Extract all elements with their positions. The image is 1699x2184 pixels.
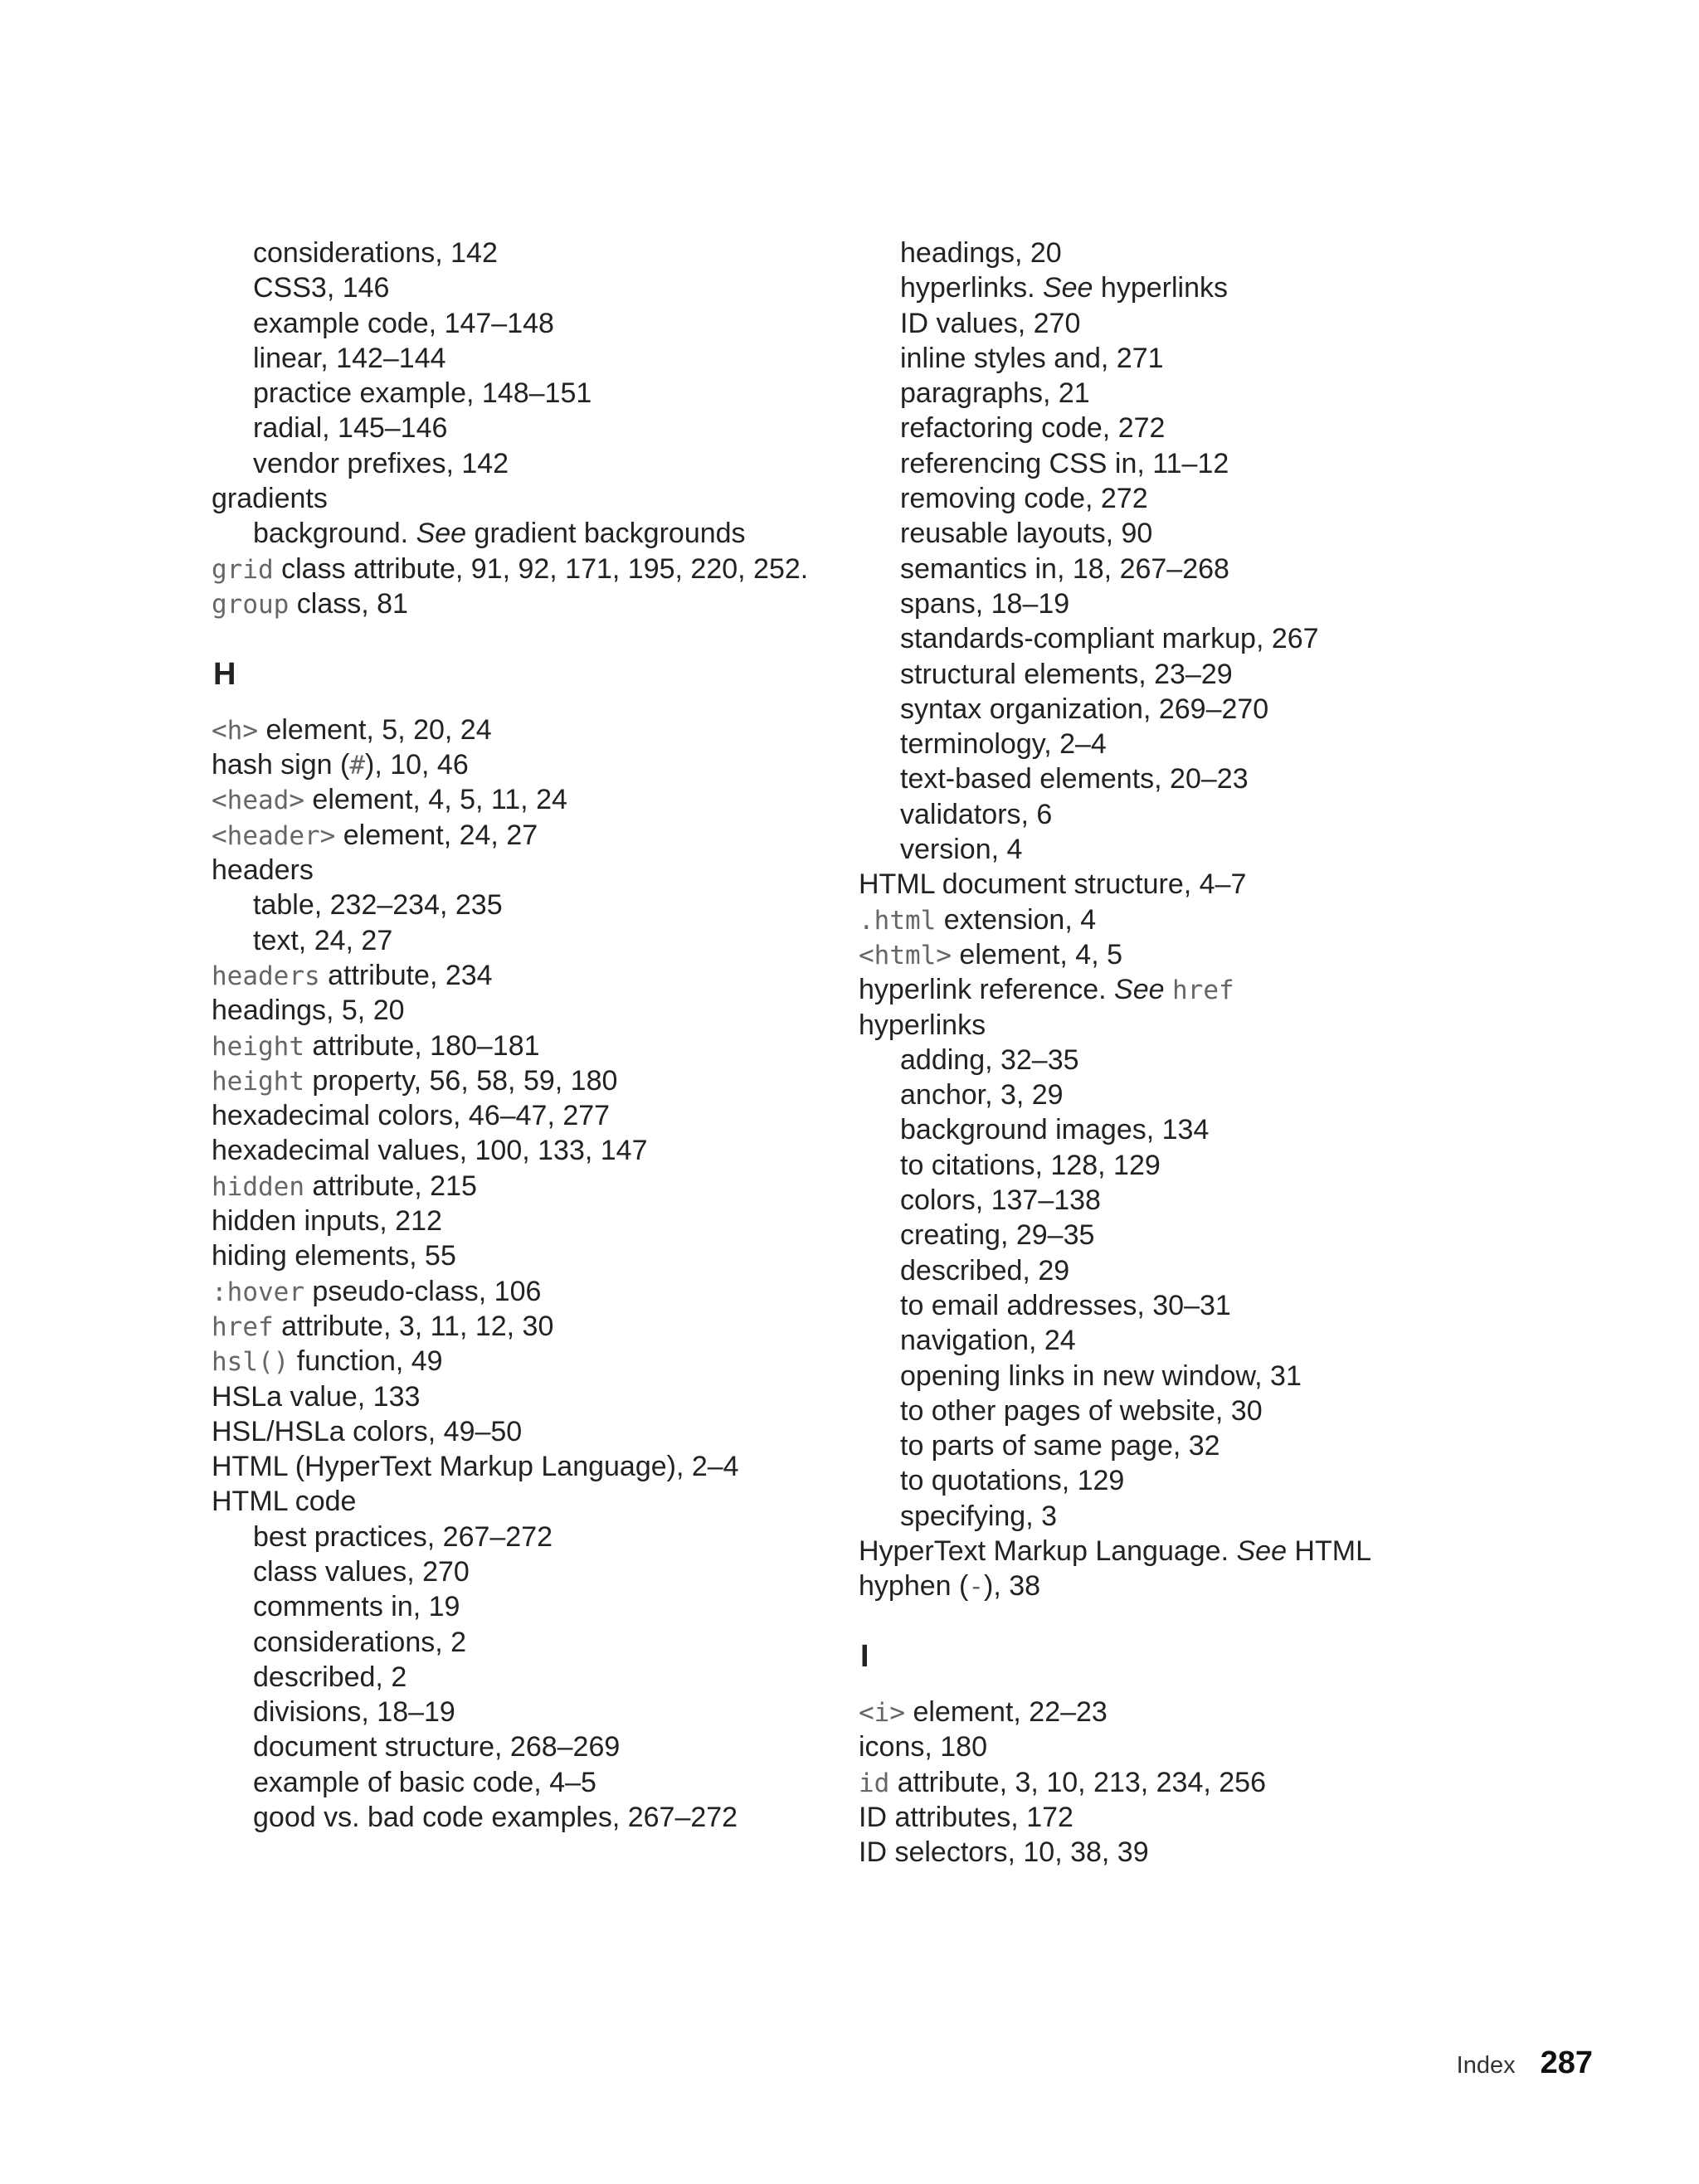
entry-text: ID values, 270	[900, 307, 1081, 339]
index-column-right	[859, 236, 1522, 1870]
entry-text: vendor prefixes, 142	[253, 447, 509, 479]
entry-text: HSL/HSLa colors, 49–50	[212, 1415, 523, 1447]
entry-text: linear, 142–144	[253, 342, 446, 374]
section-letter-heading: H	[213, 656, 236, 692]
code-term: .html	[859, 905, 937, 936]
entry-text: reusable layouts, 90	[900, 518, 1153, 550]
entry-text: property, 56, 58, 59, 180	[304, 1064, 618, 1097]
entry-text: hash sign (	[212, 749, 350, 781]
entry-text: hyperlinks	[1093, 272, 1228, 304]
code-term: href	[212, 1311, 274, 1342]
entry-text: described, 29	[900, 1254, 1070, 1287]
code-term: headers	[212, 961, 320, 991]
entry-text: creating, 29–35	[900, 1219, 1095, 1252]
entry-text: hiding elements, 55	[212, 1240, 456, 1272]
entry-text: to citations, 128, 129	[900, 1149, 1161, 1181]
entry-text: to parts of same page, 32	[900, 1430, 1220, 1462]
index-subentry	[859, 270, 1522, 305]
index-entry	[212, 1204, 842, 1238]
entry-text: attribute, 180–181	[304, 1029, 540, 1062]
entry-text: ID selectors, 10, 38, 39	[859, 1836, 1149, 1869]
index-subentry	[859, 411, 1522, 445]
index-entry	[212, 1449, 842, 1484]
entry-text: HTML document structure, 4–7	[859, 868, 1247, 901]
entry-text: class, 81	[289, 587, 408, 620]
index-subentry	[859, 446, 1522, 481]
index-entry	[859, 1835, 1522, 1870]
entry-text: comments in, 19	[253, 1591, 460, 1623]
entry-text: hyperlink reference.	[859, 974, 1115, 1006]
code-term: <i>	[859, 1698, 905, 1729]
index-subentry	[212, 446, 842, 481]
index-subentry	[212, 1660, 842, 1695]
code-term: id	[859, 1768, 890, 1798]
entry-text: hexadecimal values, 100, 133, 147	[212, 1135, 648, 1167]
index-subentry	[859, 376, 1522, 411]
entry-text: HyperText Markup Language.	[859, 1535, 1237, 1567]
entry-text: HTML	[1286, 1535, 1371, 1567]
index-entry	[859, 1008, 1522, 1043]
index-entry	[212, 1309, 842, 1344]
entry-text: element, 22–23	[905, 1696, 1108, 1729]
index-subentry	[212, 306, 842, 341]
entry-text: class attribute, 91, 92, 171, 195, 220, 252.	[273, 552, 809, 585]
entry-text: HTML code	[212, 1486, 357, 1518]
index-subentry	[859, 552, 1522, 586]
index-entry	[859, 1800, 1522, 1835]
index-subentry	[859, 341, 1522, 376]
index-subentry	[859, 516, 1522, 551]
index-subentry	[212, 1695, 842, 1729]
index-entry	[212, 1169, 842, 1204]
entry-text: hexadecimal colors, 46–47, 277	[212, 1100, 611, 1132]
index-entry	[859, 972, 1522, 1007]
see-reference: See	[1236, 1535, 1287, 1567]
index-subentry	[859, 1112, 1522, 1147]
entry-text: divisions, 18–19	[253, 1696, 455, 1729]
entry-text: hyphen (	[859, 1570, 969, 1603]
code-term: <html>	[859, 940, 952, 970]
index-column-left	[212, 236, 842, 1835]
code-term: href	[1172, 975, 1234, 1006]
see-reference: See	[1042, 272, 1093, 304]
entry-text: ), 38	[984, 1570, 1041, 1603]
entry-text: gradients	[212, 483, 328, 515]
index-subentry	[859, 481, 1522, 516]
entry-text: anchor, 3, 29	[900, 1079, 1064, 1111]
index-subentry	[859, 797, 1522, 832]
index-entry	[212, 1414, 842, 1449]
index-entry	[212, 1133, 842, 1168]
entry-text: structural elements, 23–29	[900, 658, 1233, 690]
entry-text: to email addresses, 30–31	[900, 1289, 1231, 1321]
entry-text: text, 24, 27	[253, 924, 393, 956]
index-entry	[859, 1534, 1522, 1569]
entry-text: document structure, 268–269	[253, 1731, 621, 1763]
index-entry	[859, 1765, 1522, 1800]
entry-text: considerations, 2	[253, 1626, 467, 1658]
entry-text: icons, 180	[859, 1731, 987, 1763]
index-entry	[859, 1569, 1522, 1603]
entry-text: colors, 137–138	[900, 1184, 1101, 1217]
entry-text: CSS3, 146	[253, 272, 390, 304]
index-subentry	[212, 376, 842, 411]
entry-text: attribute, 215	[304, 1170, 477, 1202]
index-entry	[859, 902, 1522, 937]
entry-text: considerations, 142	[253, 237, 498, 269]
entry-text: described, 2	[253, 1661, 407, 1693]
index-entry	[212, 1484, 842, 1519]
entry-text: radial, 145–146	[253, 412, 448, 445]
entry-text: adding, 32–35	[900, 1043, 1079, 1076]
index-entry	[212, 481, 842, 516]
entry-text: specifying, 3	[900, 1500, 1057, 1532]
page-footer	[1457, 2045, 1593, 2081]
index-entry	[212, 713, 842, 747]
entry-text: table, 232–234, 235	[253, 889, 503, 922]
index-entry	[212, 552, 842, 586]
index-subentry	[859, 727, 1522, 761]
see-reference: See	[1114, 974, 1165, 1006]
entry-text: referencing CSS in, 11–12	[900, 447, 1229, 479]
index-subentry	[859, 657, 1522, 692]
entry-text: hyperlinks.	[900, 272, 1043, 304]
entry-text: headers	[212, 854, 314, 887]
code-term: hsl()	[212, 1347, 290, 1378]
index-subentry	[859, 586, 1522, 621]
index-entry	[212, 586, 842, 621]
index-entry	[212, 958, 842, 993]
entry-text: standards-compliant markup, 267	[900, 623, 1319, 655]
code-term: group	[212, 589, 290, 620]
footer-section-label: Index	[1456, 2052, 1516, 2079]
entry-text: to quotations, 129	[900, 1465, 1125, 1497]
code-term: grid	[212, 554, 274, 585]
entry-text: terminology, 2–4	[900, 728, 1107, 761]
index-subentry	[212, 1589, 842, 1624]
index-subentry	[212, 341, 842, 376]
entry-text: headings, 20	[900, 237, 1062, 269]
entry-text: example of basic code, 4–5	[253, 1766, 596, 1798]
code-term: <head>	[212, 786, 304, 816]
entry-text: headings, 5, 20	[212, 995, 405, 1027]
code-term: <header>	[212, 820, 336, 851]
index-subentry	[859, 1428, 1522, 1463]
index-entry	[212, 747, 842, 782]
code-term: -	[968, 1572, 984, 1603]
index-subentry	[859, 692, 1522, 727]
index-subentry	[212, 1520, 842, 1554]
index-entry	[859, 1695, 1522, 1729]
code-term: #	[349, 751, 365, 781]
index-subentry	[212, 1625, 842, 1660]
entry-text: element, 5, 20, 24	[258, 713, 492, 746]
page-number: 287	[1540, 2045, 1593, 2080]
index-subentry	[859, 1043, 1522, 1077]
index-entry	[859, 1729, 1522, 1764]
entry-text: syntax organization, 269–270	[900, 693, 1269, 725]
index-subentry	[859, 621, 1522, 656]
entry-text: HTML (HyperText Markup Language), 2–4	[212, 1451, 739, 1483]
index-entry	[859, 937, 1522, 972]
entry-text: paragraphs, 21	[900, 377, 1090, 410]
entry-text: inline styles and, 271	[900, 342, 1164, 374]
entry-text: practice example, 148–151	[253, 377, 592, 410]
index-subentry	[212, 1765, 842, 1800]
entry-text: spans, 18–19	[900, 587, 1070, 620]
code-term: height	[212, 1066, 304, 1097]
code-term: height	[212, 1031, 304, 1062]
entry-text: refactoring code, 272	[900, 412, 1166, 445]
entry-text: pseudo-class, 106	[304, 1275, 542, 1307]
entry-text: HSLa value, 133	[212, 1380, 421, 1413]
index-entry	[212, 782, 842, 817]
index-entry	[212, 853, 842, 888]
index-entry	[212, 818, 842, 853]
entry-text: best practices, 267–272	[253, 1520, 553, 1553]
index-subentry	[212, 1554, 842, 1589]
index-subentry	[859, 1463, 1522, 1498]
index-subentry	[859, 1499, 1522, 1534]
entry-text: attribute, 3, 11, 12, 30	[273, 1310, 554, 1342]
index-subentry	[212, 270, 842, 305]
index-subentry	[859, 1359, 1522, 1394]
index-subentry	[859, 306, 1522, 341]
entry-text: ID attributes, 172	[859, 1802, 1073, 1834]
entry-text: background.	[253, 518, 416, 550]
entry-text: validators, 6	[900, 798, 1053, 830]
index-subentry	[859, 236, 1522, 270]
entry-text: to other pages of website, 30	[900, 1394, 1263, 1427]
entry-text: removing code, 272	[900, 483, 1148, 515]
index-subentry	[859, 1183, 1522, 1218]
entry-text	[1165, 974, 1172, 1005]
index-entry	[212, 1029, 842, 1063]
index-entry	[212, 1238, 842, 1273]
index-subentry	[212, 1800, 842, 1835]
index-entry	[212, 1098, 842, 1133]
entry-text: semantics in, 18, 267–268	[900, 552, 1229, 585]
index-subentry	[859, 832, 1522, 867]
index-subentry	[859, 1288, 1522, 1323]
index-subentry	[859, 1077, 1522, 1112]
index-subentry	[212, 1729, 842, 1764]
entry-text: example code, 147–148	[253, 307, 554, 339]
entry-text: version, 4	[900, 834, 1023, 866]
code-term: <h>	[212, 715, 258, 746]
entry-text: gradient backgrounds	[466, 518, 746, 550]
entry-text: opening links in new window, 31	[900, 1360, 1302, 1392]
code-term: hidden	[212, 1171, 304, 1202]
entry-text: element, 4, 5, 11, 24	[304, 784, 567, 816]
section-letter-heading: I	[860, 1638, 869, 1674]
entry-text: element, 4, 5	[951, 938, 1122, 970]
index-subentry	[212, 516, 842, 551]
index-subentry	[859, 1394, 1522, 1428]
entry-text: element, 24, 27	[335, 819, 538, 851]
index-subentry	[859, 761, 1522, 796]
entry-text: text-based elements, 20–23	[900, 763, 1249, 795]
entry-text: function, 49	[289, 1345, 443, 1378]
entry-text: attribute, 3, 10, 213, 234, 256	[889, 1766, 1266, 1798]
index-entry	[212, 1379, 842, 1414]
index-entry	[212, 1344, 842, 1379]
entry-text: attribute, 234	[319, 959, 493, 991]
code-term: :hover	[212, 1277, 304, 1307]
entry-text: hidden inputs, 212	[212, 1205, 442, 1238]
entry-text: navigation, 24	[900, 1325, 1076, 1357]
index-subentry	[212, 923, 842, 958]
entry-text: ), 10, 46	[365, 749, 469, 781]
index-subentry	[859, 1218, 1522, 1253]
entry-text: hyperlinks	[859, 1009, 986, 1041]
index-entry	[859, 867, 1522, 902]
index-subentry	[859, 1148, 1522, 1183]
index-subentry	[212, 888, 842, 922]
index-entry	[212, 1063, 842, 1098]
entry-text: extension, 4	[936, 903, 1097, 936]
entry-text: good vs. bad code examples, 267–272	[253, 1802, 738, 1834]
index-subentry	[212, 411, 842, 445]
entry-text: background images, 134	[900, 1114, 1210, 1146]
entry-text: class values, 270	[253, 1555, 470, 1588]
index-subentry	[859, 1253, 1522, 1288]
index-subentry	[859, 1323, 1522, 1358]
index-subentry	[212, 236, 842, 270]
see-reference: See	[416, 518, 467, 550]
index-entry	[212, 993, 842, 1028]
index-entry	[212, 1274, 842, 1309]
